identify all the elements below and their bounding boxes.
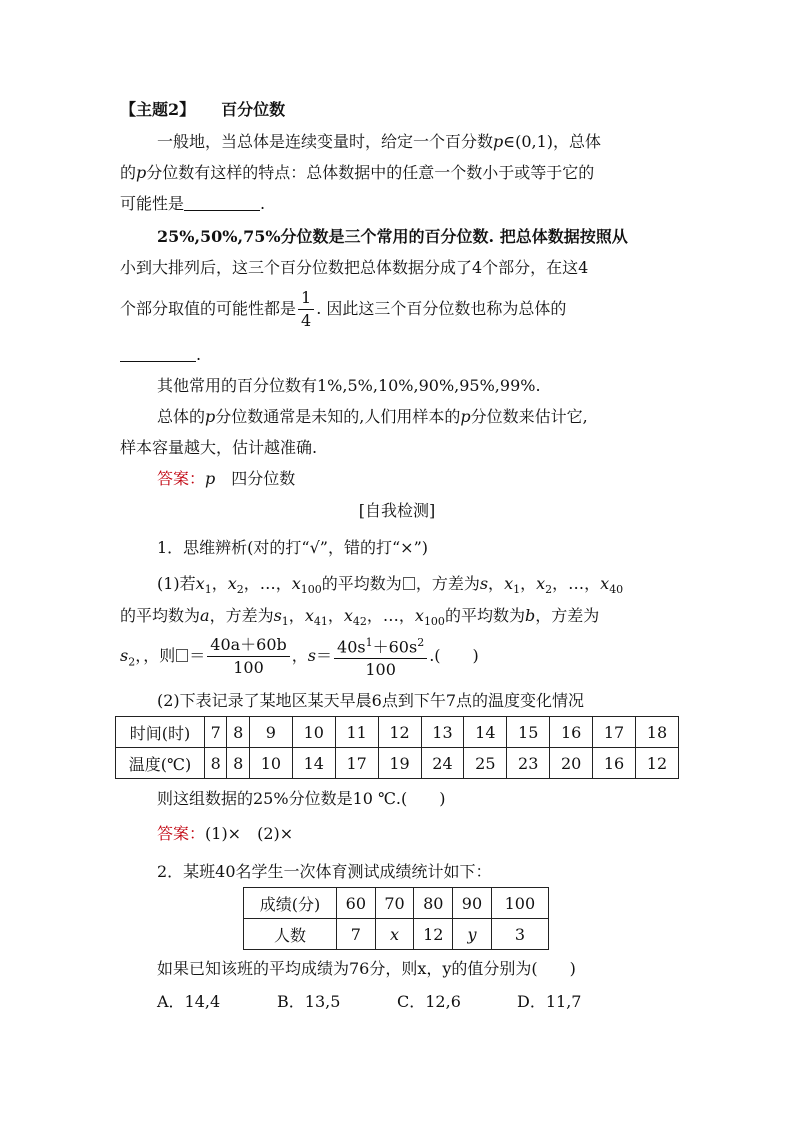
q1-s1-line3: $s_2$，，则 ＝ $\frac{40a+60b}{100}$ ，s＝ $\frac{40s^1+60s^2}{100}$ .( )	[120, 632, 479, 681]
text-span: . 因此这三个百分位数也称为总体的	[316, 299, 567, 318]
table-cell: 15	[507, 717, 550, 748]
table-header-cell: 温度(℃)	[116, 748, 205, 779]
score-table	[243, 887, 549, 950]
table-cell: 23	[507, 748, 550, 779]
para2-line4	[120, 343, 201, 367]
table-cell: 8	[227, 748, 249, 779]
x-bar-symbol	[403, 577, 415, 590]
fraction-numerator: $40s^1+60s^2$	[334, 632, 427, 659]
q1-s2-intro: (2)下表记录了某地区某天早晨6点到下午7点的温度变化情况	[157, 691, 585, 710]
table-header-cell: 人数	[244, 919, 337, 950]
fraction-denominator: 100	[233, 658, 264, 678]
para2-line1: 25%,50%,75%分位数是三个常用的百分位数. 把总体数据按照从	[157, 227, 628, 246]
q1-stem: 1．思维辨析(对的打“√”，错的打“×”)	[157, 538, 428, 557]
fraction-denominator: 4	[301, 311, 312, 330]
table-cell: 14	[464, 717, 507, 748]
table-cell: 12	[378, 717, 421, 748]
table-cell: 9	[249, 717, 292, 748]
table-cell: x	[375, 919, 414, 950]
variable-p: p	[493, 132, 504, 151]
topic-label: 【主题2】	[120, 100, 196, 119]
fill-blank-1	[184, 194, 260, 211]
table-cell: 13	[421, 717, 464, 748]
table-cell: 17	[593, 717, 636, 748]
table-cell: 100	[491, 888, 548, 919]
text-span: ，	[291, 646, 308, 666]
text-span: ，则	[143, 646, 176, 666]
table-cell: 10	[249, 748, 292, 779]
text-span: 的	[120, 163, 137, 182]
section-self-check: [自我检测]	[358, 501, 436, 520]
temperature-table	[115, 716, 679, 779]
table-cell: 80	[414, 888, 453, 919]
table-row	[116, 748, 679, 779]
table-cell: 8	[205, 748, 227, 779]
text-span: 40s	[337, 637, 366, 657]
table-cell: 90	[453, 888, 492, 919]
table-header-cell: 成绩(分)	[244, 888, 337, 919]
text-span: .( )	[429, 646, 479, 666]
text-span: .	[260, 194, 266, 213]
variable-p: p	[136, 163, 147, 182]
text-span: ，方差为	[415, 574, 480, 593]
q1-s1-line1: (1)若$x_1$，$x_2$，…，$x_{100}$的平均数为 ，方差为s，$x_1$，$x_2$，…，$x_{40}$	[157, 574, 624, 597]
table-cell: 16	[550, 717, 593, 748]
answer-label: 答案：	[157, 824, 206, 843]
text-span: .	[196, 345, 202, 364]
q2-stem: 2．某班40名学生一次体育测试成绩统计如下：	[157, 862, 492, 881]
q2-option-d[interactable]: D．11,7	[517, 992, 582, 1011]
para1-line3	[120, 192, 265, 216]
q2-option-a[interactable]: A．14,4	[157, 992, 221, 1011]
para1-line1	[157, 130, 601, 154]
para1-line2	[120, 161, 594, 185]
text-span: 分位数有这样的特点：总体数据中的任意一个数小于或等于它的	[146, 163, 595, 182]
table-header-cell: 时间(时)	[116, 717, 205, 748]
table-cell: 60	[337, 888, 376, 919]
topic-title: 百分位数	[221, 100, 286, 119]
fraction-denominator: 100	[365, 660, 396, 680]
answer-text: 四分位数	[231, 469, 296, 488]
text-span: 的平均数为	[444, 606, 525, 625]
variable-p: p	[205, 407, 216, 426]
para3: 其他常用的百分位数有1%,5%,10%,90%,95%,99%.	[157, 376, 541, 395]
text-span: 的平均数为	[321, 574, 402, 593]
text-span: ，方差为	[209, 606, 274, 625]
table-cell: 20	[550, 748, 593, 779]
answer-label: 答案：	[157, 469, 206, 488]
table-cell: 25	[464, 748, 507, 779]
table-cell: 24	[421, 748, 464, 779]
fraction-variance	[334, 632, 427, 681]
text-span: ∈(0,1)，总体	[503, 132, 602, 151]
text-span: 个部分取值的可能性都是	[120, 299, 297, 318]
text-span: 的平均数为	[120, 606, 201, 625]
q1-s2-tail: 则这组数据的25%分位数是10 ℃.( )	[157, 789, 446, 808]
table-cell: y	[453, 919, 492, 950]
text-span: (1)若	[157, 574, 196, 593]
q2-option-b[interactable]: B．13,5	[277, 992, 341, 1011]
q2-question: 如果已知该班的平均成绩为76分，则x，y的值分别为( )	[157, 959, 576, 978]
table-cell: 19	[378, 748, 421, 779]
table-cell: 17	[335, 748, 378, 779]
table-cell: 7	[205, 717, 227, 748]
variable-p: p	[460, 407, 471, 426]
text-span: 分位数来估计它,	[470, 407, 588, 426]
table-cell: 70	[375, 888, 414, 919]
answer-text: (1)× (2)×	[205, 824, 294, 843]
table-cell: 12	[635, 748, 678, 779]
table-cell: 12	[414, 919, 453, 950]
table-cell: 7	[337, 919, 376, 950]
table-cell: 14	[292, 748, 335, 779]
answer-2	[157, 822, 293, 846]
table-cell: 11	[335, 717, 378, 748]
para4-line2: 样本容量越大，估计越准确.	[120, 438, 318, 457]
text-span: 一般地，当总体是连续变量时，给定一个百分数	[157, 132, 494, 151]
table-row	[116, 717, 679, 748]
fraction-numerator: 1	[298, 287, 314, 310]
table-row	[244, 919, 549, 950]
topic-heading	[120, 98, 285, 122]
fill-blank-2	[120, 345, 196, 362]
text-span: 可能性是	[120, 194, 185, 213]
q1-s1-line2: 的平均数为a，方差为$s_1$，$x_{41}$，$x_{42}$，…，$x_{100}$的平均数为b，方差为	[120, 606, 600, 629]
text-span: 分位数通常是未知的,人们用样本的	[215, 407, 461, 426]
table-cell: 8	[227, 717, 249, 748]
fraction-numerator: 40a＋60b	[207, 634, 290, 657]
para2-line2: 小到大排列后，这三个百分位数把总体数据分成了4个部分，在这4	[120, 258, 589, 277]
table-row	[244, 888, 549, 919]
para2-line3	[120, 287, 566, 332]
table-cell: 3	[491, 919, 548, 950]
table-cell: 18	[635, 717, 678, 748]
x-bar-symbol	[176, 649, 188, 662]
answer-1	[157, 467, 295, 491]
fraction-mean	[207, 634, 290, 679]
para4-line1	[157, 405, 588, 429]
table-cell: 16	[593, 748, 636, 779]
text-span: 总体的	[157, 407, 206, 426]
q2-option-c[interactable]: C．12,6	[397, 992, 461, 1011]
text-span: ，方差为	[535, 606, 600, 625]
answer-p: p	[205, 469, 216, 488]
table-cell: 10	[292, 717, 335, 748]
fraction-one-quarter	[298, 287, 314, 332]
text-span: ＋60s	[372, 637, 418, 657]
